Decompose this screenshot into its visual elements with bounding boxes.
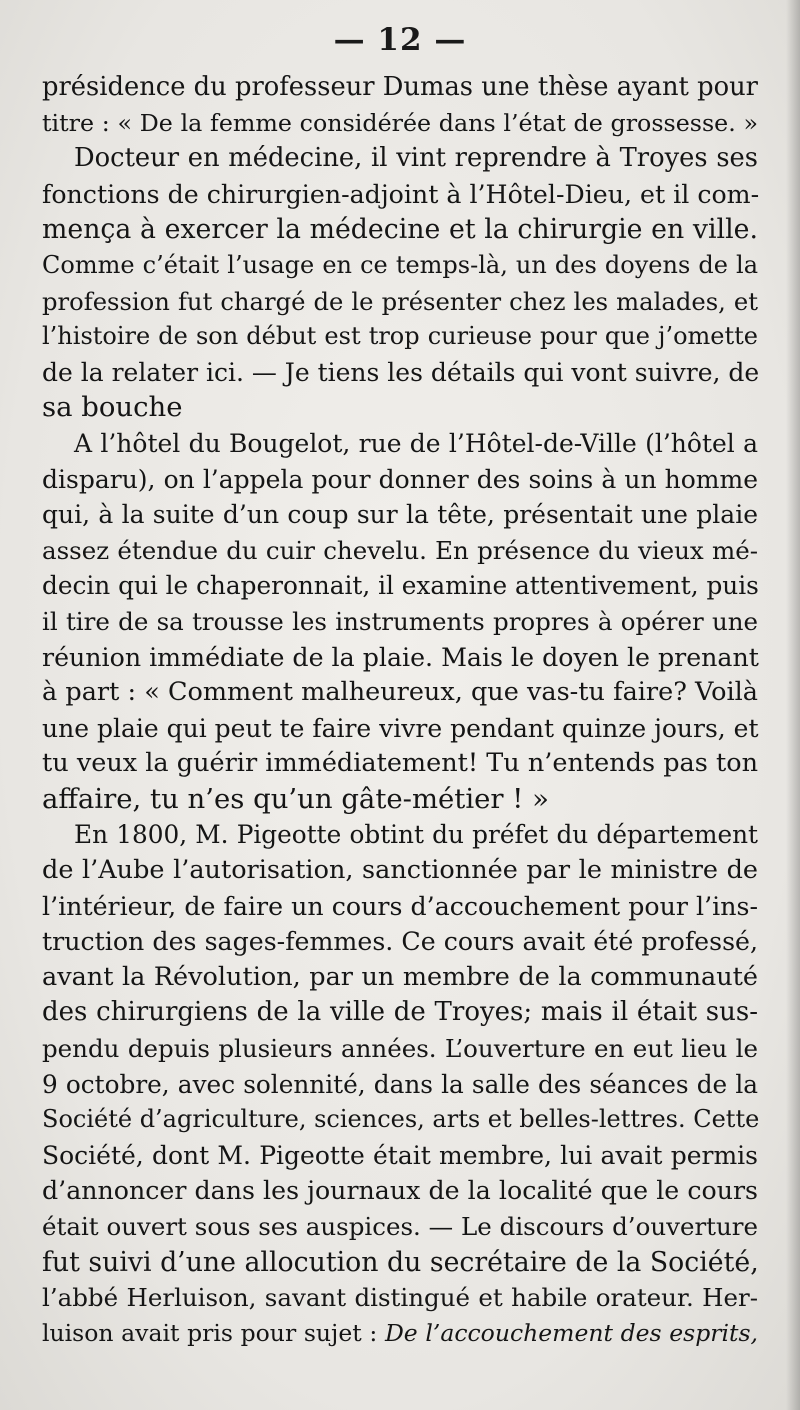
text-line: 9 octobre, avec solennité, dans la salle des séances de la bbox=[42, 1069, 758, 1099]
text-line: il tire de sa trousse les instruments propres à opérer une bbox=[42, 606, 758, 636]
text-line: decin qui le chaperonnait, il examine attentivement, puis bbox=[42, 571, 759, 601]
text-line: truction des sages-femmes. Ce cours avait été professé, bbox=[42, 927, 758, 957]
text-line: des chirurgiens de la ville de Troyes; mais il était sus- bbox=[42, 997, 758, 1028]
text-line: A l’hôtel du Bougelot, rue de l’Hôtel-de-Ville (l’hôtel a bbox=[74, 428, 758, 458]
text-line-final-roman: luison avait pris pour sujet : bbox=[42, 1318, 378, 1347]
text-line-final bbox=[42, 1316, 758, 1352]
body-text bbox=[42, 70, 758, 1351]
text-line: était ouvert sous ses auspices. — Le discours d’ouverture bbox=[42, 1212, 758, 1241]
text-line: assez étendue du cuir chevelu. En présence du vieux mé- bbox=[42, 535, 758, 565]
text-line: pendu depuis plusieurs années. L’ouverture en eut lieu le bbox=[42, 1034, 758, 1064]
text-line: Société, dont M. Pigeotte était membre, lui avait permis bbox=[42, 1140, 758, 1170]
text-line: l’histoire de son début est trop curieuse pour que j’omette bbox=[42, 322, 758, 351]
text-line: à part : « Comment malheureux, que vas-tu faire? Voilà bbox=[42, 677, 758, 708]
page-number: — 12 — bbox=[333, 22, 467, 58]
text-line: avant la Révolution, par un membre de la communauté bbox=[42, 961, 758, 992]
text-line: de la relater ici. — Je tiens les détails qui vont suivre, de bbox=[42, 357, 760, 387]
text-line: fut suivi d’une allocution du secrétaire de la Société, bbox=[42, 1246, 759, 1278]
text-line: l’abbé Herluison, savant distingué et habile orateur. Her- bbox=[42, 1283, 758, 1313]
text-line: fonctions de chirurgien-adjoint à l’Hôtel-Dieu, et il com- bbox=[42, 179, 760, 209]
text-line: mença à exercer la médecine et la chirurgie en ville. bbox=[42, 214, 758, 246]
text-line: disparu), on l’appela pour donner des soins à un homme bbox=[42, 464, 758, 494]
text-line: affaire, tu n’es qu’un gâte-métier ! » bbox=[42, 782, 549, 815]
text-line: présidence du professeur Dumas une thèse ayant pour bbox=[42, 72, 758, 102]
text-line: tu veux la guérir immédiatement! Tu n’entends pas ton bbox=[42, 748, 758, 779]
text-line: En 1800, M. Pigeotte obtint du préfet du département bbox=[74, 820, 758, 850]
italic-title: De l’accouchement des esprits, bbox=[384, 1318, 758, 1347]
text-line: qui, à la suite d’un coup sur la tête, présentait une plaie bbox=[42, 500, 758, 530]
text-line: d’annoncer dans les journaux de la localité que le cours bbox=[42, 1176, 758, 1206]
text-line: sa bouche bbox=[42, 391, 183, 424]
text-line: l’intérieur, de faire un cours d’accouchement pour l’ins- bbox=[42, 891, 758, 921]
text-line: de l’Aube l’autorisation, sanctionnée par le ministre de bbox=[42, 855, 758, 886]
text-line: réunion immédiate de la plaie. Mais le doyen le prenant bbox=[42, 642, 759, 672]
text-line: profession fut chargé de le présenter chez les malades, et bbox=[42, 286, 758, 316]
text-line: Docteur en médecine, il vint reprendre à Troyes ses bbox=[74, 143, 758, 174]
text-line: Comme c’était l’usage en ce temps-là, un des doyens de la bbox=[42, 250, 758, 279]
text-line: titre : « De la femme considérée dans l’état de grossesse. » bbox=[42, 108, 758, 137]
text-line: une plaie qui peut te faire vivre pendant quinze jours, et bbox=[42, 713, 759, 743]
page-edge-shadow bbox=[786, 0, 800, 1410]
text-line: Société d’agriculture, sciences, arts et belles-lettres. Cette bbox=[42, 1105, 760, 1134]
